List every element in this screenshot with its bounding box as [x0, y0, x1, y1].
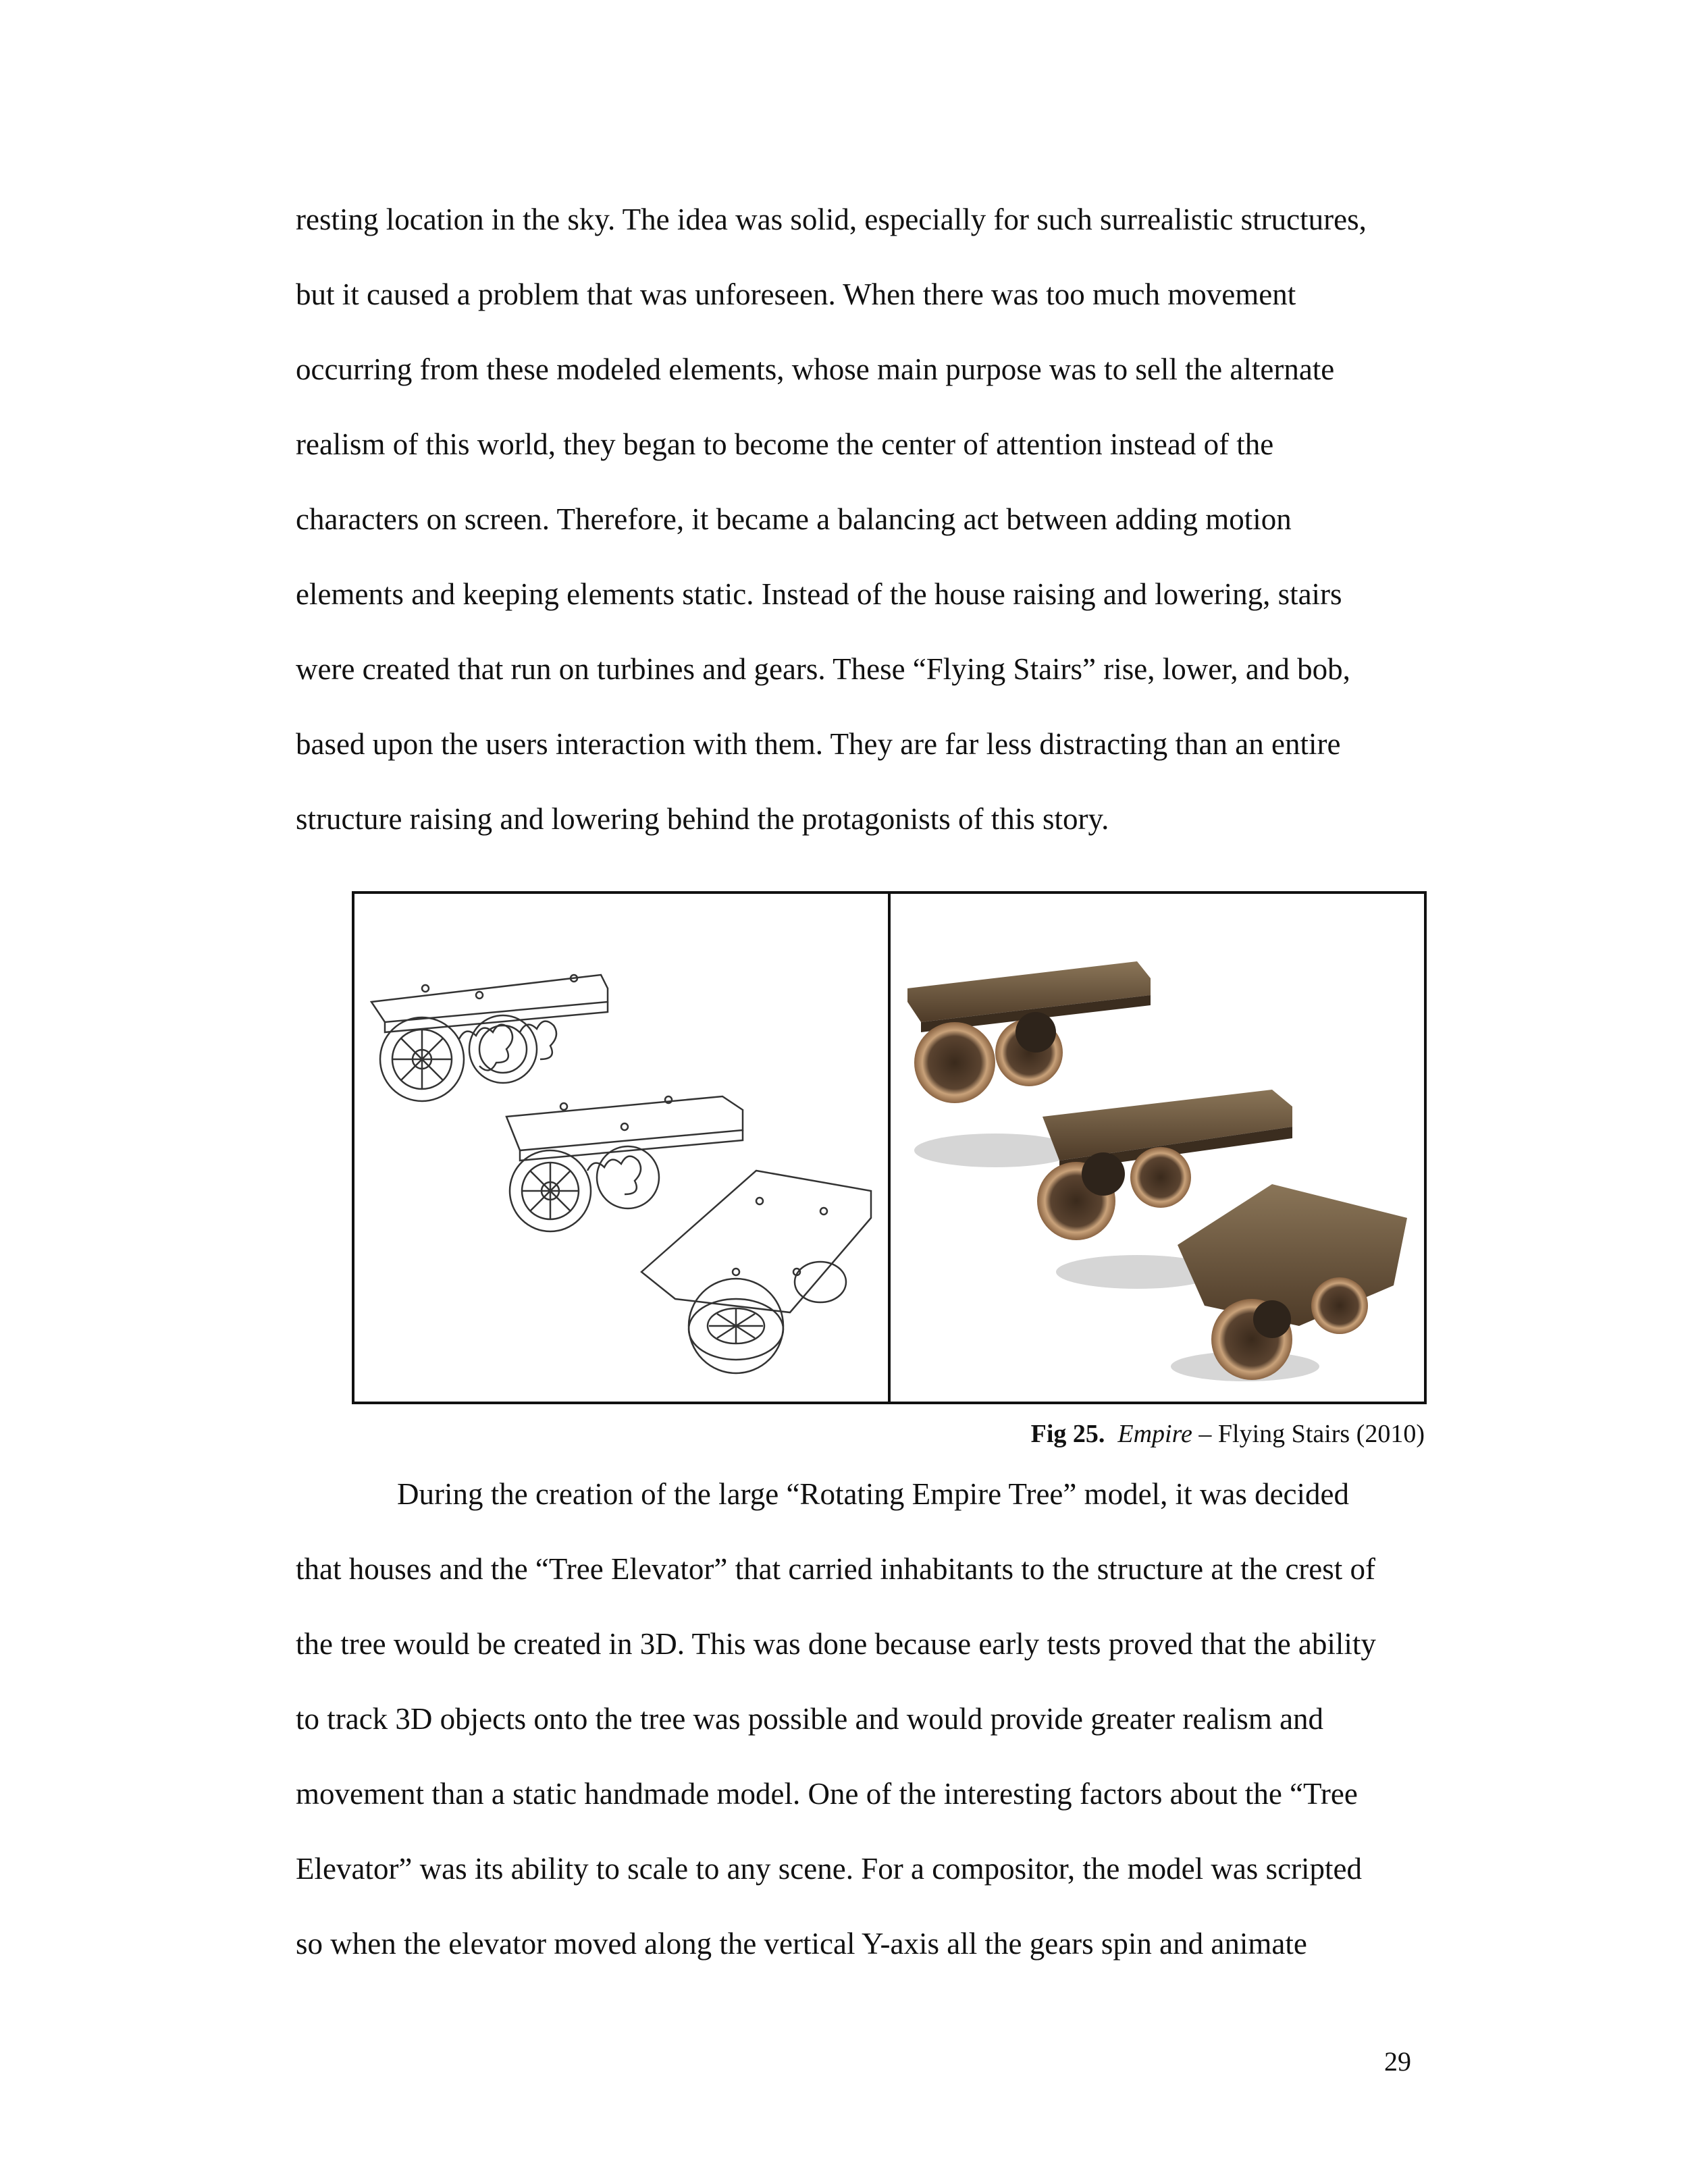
text-line: based upon the users interaction with them. They are far less distracting than an entire: [296, 727, 1341, 761]
figure-flying-stairs: [352, 891, 1427, 1404]
text-line: During the creation of the large “Rotating Empire Tree” model, it was decided: [397, 1477, 1350, 1511]
page-number: 29: [1384, 2046, 1411, 2077]
text-line: Elevator” was its ability to scale to any scene. For a compositor, the model was scripted: [296, 1852, 1363, 1886]
text-line: were created that run on turbines and gears. These “Flying Stairs” rise, lower, and bob,: [296, 652, 1350, 686]
text-line: characters on screen. Therefore, it became a balancing act between adding motion: [296, 502, 1292, 536]
text-line: occurring from these modeled elements, whose main purpose was to sell the alternate: [296, 352, 1335, 386]
caption-rest: – Flying Stairs (2010): [1192, 1420, 1425, 1448]
text-line: the tree would be created in 3D. This was done because early tests proved that the ability: [296, 1627, 1376, 1661]
text-line: but it caused a problem that was unforeseen. When there was too much movement: [296, 277, 1296, 311]
text-line: elements and keeping elements static. Instead of the house raising and lowering, stairs: [296, 577, 1342, 611]
text-line: realism of this world, they began to become the center of attention instead of the: [296, 427, 1274, 461]
text-line: to track 3D objects onto the tree was possible and would provide greater realism and: [296, 1702, 1324, 1736]
text-line: resting location in the sky. The idea was solid, especially for such surrealistic structures,: [296, 203, 1367, 236]
textured-render-panel: [888, 894, 1424, 1402]
text-line: so when the elevator moved along the vertical Y-axis all the gears spin and animate: [296, 1927, 1307, 1961]
figure-caption: [1031, 1419, 1425, 1449]
text-line: movement than a static handmade model. One of the interesting factors about the “Tree: [296, 1777, 1358, 1811]
paragraph-top: [296, 182, 1479, 857]
caption-title: Empire: [1117, 1420, 1192, 1448]
text-line: structure raising and lowering behind the protagonists of this story.: [296, 802, 1109, 836]
paragraph-bottom: [296, 1457, 1479, 1981]
textured-render-image: [891, 894, 1424, 1402]
wireframe-render-panel: [354, 894, 888, 1402]
wireframe-render-image: [354, 894, 888, 1402]
caption-label: Fig 25.: [1030, 1420, 1105, 1448]
text-line: that houses and the “Tree Elevator” that carried inhabitants to the structure at the crest of: [296, 1552, 1376, 1586]
